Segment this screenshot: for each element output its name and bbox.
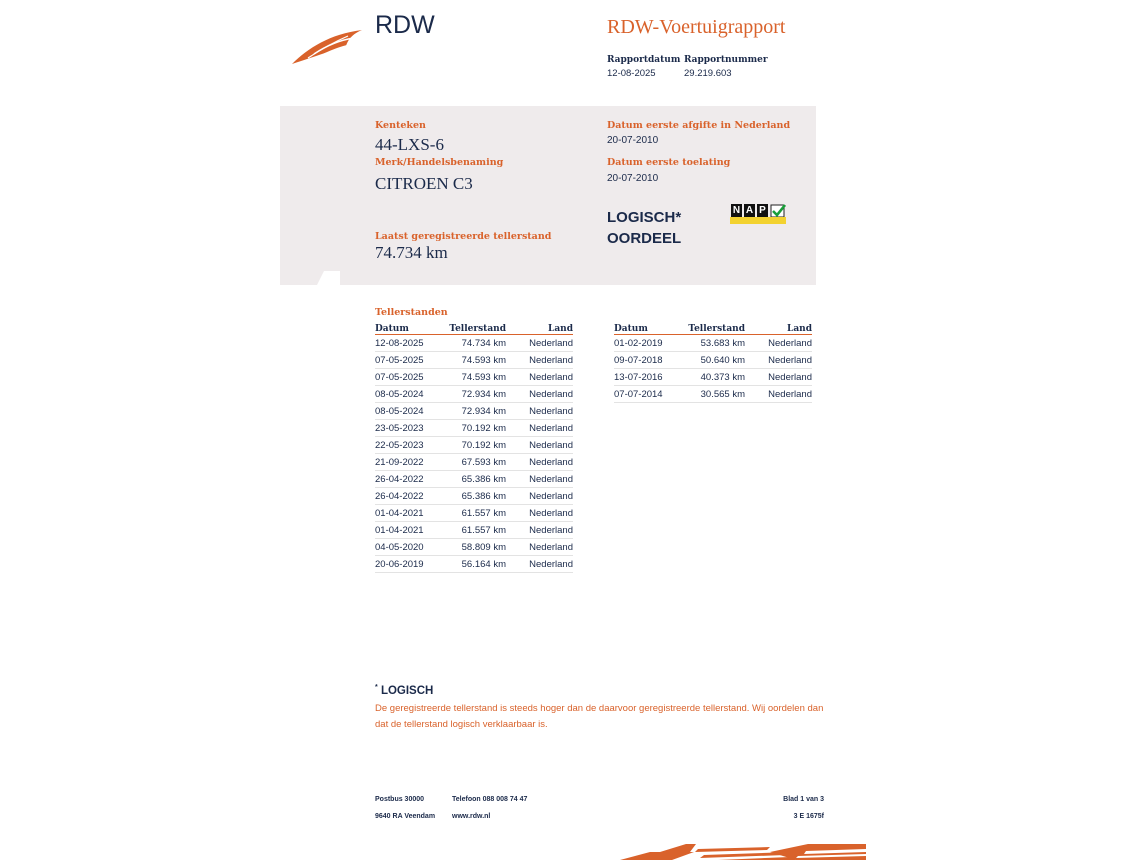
oordeel-line2: OORDEEL: [607, 230, 682, 247]
table-row: [614, 369, 812, 386]
footnote-title-text: LOGISCH: [380, 684, 434, 697]
tellerstanden-title: Tellerstanden: [375, 307, 448, 318]
oordeel-verdict: [607, 207, 681, 249]
footer-website: www.rdw.nl: [452, 813, 491, 820]
footer-plaats: 9640 RA Veendam: [375, 813, 436, 820]
rdw-logo-icon: [290, 26, 364, 66]
afgifte-value: 20-07-2010: [607, 135, 659, 146]
cell-tellerstand: 40.373 km: [684, 369, 745, 386]
merk-value: CITROEN C3: [375, 174, 473, 193]
table-row: [375, 454, 573, 471]
tellerstanden-table-left: [375, 321, 573, 573]
report-number-value: 29.219.603: [684, 68, 732, 79]
cell-datum: 13-07-2016: [614, 369, 684, 386]
merk-label: Merk/Handelsbenaming: [375, 157, 504, 168]
table-row: [375, 369, 573, 386]
cell-land: Nederland: [745, 386, 812, 403]
column-header-land: Land: [506, 321, 573, 335]
cell-land: Nederland: [506, 454, 573, 471]
table-row: [614, 386, 812, 403]
cell-land: Nederland: [506, 335, 573, 352]
cell-tellerstand: 65.386 km: [445, 488, 506, 505]
nap-yellow-bar: [730, 217, 786, 224]
table-row: [375, 471, 573, 488]
cell-tellerstand: 74.593 km: [445, 369, 506, 386]
table-row: [614, 352, 812, 369]
cell-tellerstand: 56.164 km: [445, 556, 506, 573]
nap-letter-p: P: [757, 204, 768, 217]
table-row: [375, 403, 573, 420]
footnote-marker: *: [375, 684, 378, 691]
cell-land: Nederland: [506, 539, 573, 556]
cell-land: Nederland: [506, 352, 573, 369]
column-header-datum: Datum: [375, 321, 445, 335]
cell-tellerstand: 70.192 km: [445, 437, 506, 454]
cell-tellerstand: 50.640 km: [684, 352, 745, 369]
footer-postbus: Postbus 30000: [375, 796, 425, 803]
cell-land: Nederland: [506, 386, 573, 403]
cell-land: Nederland: [506, 420, 573, 437]
table-row: [375, 556, 573, 573]
column-header-datum: Datum: [614, 321, 684, 335]
table-row: [375, 522, 573, 539]
footer-blad: Blad 1 van 3: [783, 796, 824, 803]
panel-corner-cut: [280, 271, 340, 287]
cell-tellerstand: 30.565 km: [684, 386, 745, 403]
cell-tellerstand: 58.809 km: [445, 539, 506, 556]
cell-land: Nederland: [745, 352, 812, 369]
nap-letter-a: A: [745, 205, 754, 216]
cell-land: Nederland: [506, 488, 573, 505]
footnote-title: [375, 684, 433, 697]
tellerstand-value: 74.734 km: [375, 243, 448, 262]
table-row: [375, 420, 573, 437]
report-date-value: 12-08-2025: [607, 68, 656, 79]
tellerstand-label: Laatst geregistreerde tellerstand: [375, 231, 552, 242]
afgifte-label: Datum eerste afgifte in Nederland: [607, 120, 791, 131]
cell-datum: 20-06-2019: [375, 556, 445, 573]
tellerstanden-table-right: [614, 321, 812, 403]
cell-tellerstand: 61.557 km: [445, 505, 506, 522]
kenteken-value: 44-LXS-6: [375, 135, 444, 154]
footer-code: 3 E 1675f: [793, 813, 824, 820]
oordeel-line1: LOGISCH*: [607, 209, 682, 226]
report-date-label: Rapportdatum: [607, 55, 681, 65]
cell-datum: 08-05-2024: [375, 386, 445, 403]
cell-tellerstand: 65.386 km: [445, 471, 506, 488]
cell-tellerstand: 70.192 km: [445, 420, 506, 437]
nap-check-icon: [770, 204, 786, 218]
table-row: [375, 505, 573, 522]
cell-datum: 26-04-2022: [375, 471, 445, 488]
cell-land: Nederland: [506, 471, 573, 488]
cell-land: Nederland: [745, 335, 812, 352]
footer-telefoon: Telefoon 088 008 74 47: [452, 796, 528, 803]
cell-tellerstand: 72.934 km: [445, 386, 506, 403]
kenteken-label: Kenteken: [375, 120, 426, 131]
table-row: [375, 488, 573, 505]
cell-tellerstand: 67.593 km: [445, 454, 506, 471]
cell-datum: 22-05-2023: [375, 437, 445, 454]
report-title: RDW-Voertuigrapport: [607, 16, 786, 38]
table-row: [375, 539, 573, 556]
toelating-label: Datum eerste toelating: [607, 157, 731, 168]
cell-land: Nederland: [506, 505, 573, 522]
nap-letter-n: N: [732, 205, 741, 216]
table-row: [614, 335, 812, 352]
cell-datum: 01-04-2021: [375, 522, 445, 539]
cell-tellerstand: 61.557 km: [445, 522, 506, 539]
cell-datum: 07-05-2025: [375, 352, 445, 369]
footnote-text: De geregistreerde tellerstand is steeds hoger dan de daarvoor geregistreerde tellerstand. Wij oordelen dan dat de tellerstand logisch verklaarbaar is.: [375, 703, 824, 730]
table-row: [375, 335, 573, 352]
cell-datum: 26-04-2022: [375, 488, 445, 505]
cell-datum: 08-05-2024: [375, 403, 445, 420]
cell-datum: 12-08-2025: [375, 335, 445, 352]
cell-datum: 09-07-2018: [614, 352, 684, 369]
cell-land: Nederland: [506, 437, 573, 454]
cell-land: Nederland: [506, 556, 573, 573]
vehicle-summary-panel: [280, 106, 816, 285]
cell-datum: 01-02-2019: [614, 335, 684, 352]
cell-tellerstand: 74.593 km: [445, 352, 506, 369]
column-header-tellerstand: Tellerstand: [684, 321, 745, 335]
cell-datum: 07-05-2025: [375, 369, 445, 386]
rdw-stripes-icon: [620, 843, 866, 860]
table-header-row: [375, 321, 573, 335]
cell-tellerstand: 72.934 km: [445, 403, 506, 420]
cell-datum: 07-07-2014: [614, 386, 684, 403]
cell-land: Nederland: [745, 369, 812, 386]
brand-name: RDW: [375, 11, 435, 39]
cell-land: Nederland: [506, 369, 573, 386]
cell-datum: 01-04-2021: [375, 505, 445, 522]
toelating-value: 20-07-2010: [607, 173, 659, 184]
cell-tellerstand: 53.683 km: [684, 335, 745, 352]
report-number-label: Rapportnummer: [684, 55, 768, 65]
table-header-row: [614, 321, 812, 335]
cell-datum: 04-05-2020: [375, 539, 445, 556]
cell-tellerstand: 74.734 km: [445, 335, 506, 352]
nap-badge: [730, 204, 786, 225]
cell-datum: 23-05-2023: [375, 420, 445, 437]
table-row: [375, 352, 573, 369]
table-row: [375, 386, 573, 403]
column-header-tellerstand: Tellerstand: [445, 321, 506, 335]
table-row: [375, 437, 573, 454]
column-header-land: Land: [745, 321, 812, 335]
cell-datum: 21-09-2022: [375, 454, 445, 471]
cell-land: Nederland: [506, 403, 573, 420]
cell-land: Nederland: [506, 522, 573, 539]
